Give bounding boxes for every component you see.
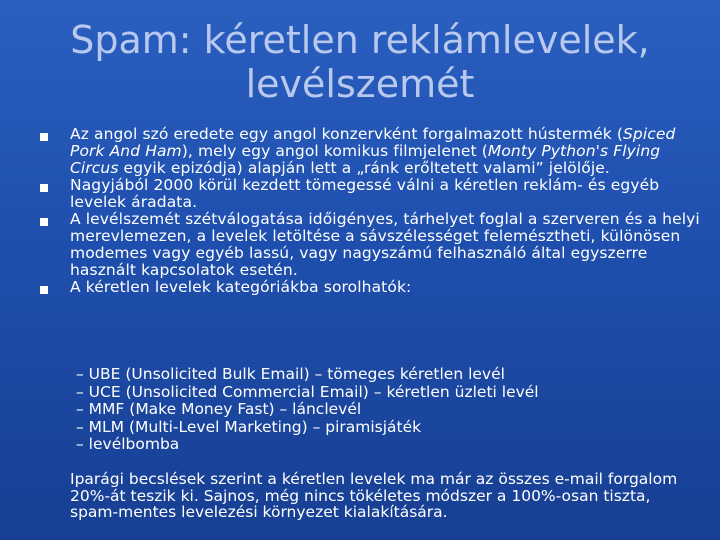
category-item: – levélbomba [76,435,180,453]
closing-paragraph: Iparági becslések szerint a kéretlen levelek ma már az összes e-mail forgalom 20%-át teszik ki. Sajnos, még nincs tökéletes módszer a 100%-osan tiszta, spam-mentes levelezési környezet kialakítására. [70,470,678,521]
category-item: – UBE (Unsolicited Bulk Email) – tömeges kéretlen levél [76,365,505,383]
bullet-item [40,126,700,177]
bullet-text: Nagyjából 2000 körül kezdett tömegessé válni a kéretlen reklám- és egyéb levelek áradata. [70,176,660,211]
square-bullet-icon [40,133,48,141]
bullet-item [40,279,700,296]
square-bullet-icon [40,218,48,226]
square-bullet-icon [40,286,48,294]
bullet-text: Az angol szó eredete egy angol konzervként forgalmazott hústermék (Spiced Pork And Ham), mely egy angol komikus filmjelenet (Monty Python's Flying Circus egyik epizódja) alapján lett a „ránk erőltetett valami” jelölője. [70,125,676,177]
bullet-text: A levélszemét szétválogatása időigényes, tárhelyet foglal a szerveren és a helyi merevlemezen, a levelek letöltése a sávszélességet felemésztheti, különösen modemes vagy egyéb lassú, vagy nagyszámú felhasználó által egyszerre használt kapcsolatok esetén. [70,210,700,279]
category-list [76,366,696,454]
bullet-item [40,211,700,279]
square-bullet-icon [40,184,48,192]
category-item: – MMF (Make Money Fast) – lánclevél [76,400,362,418]
category-item: – MLM (Multi-Level Marketing) – piramisjáték [76,417,422,436]
slide-title: Spam: kéretlen reklámlevelek, levélszemét [70,18,650,106]
bullet-text: A kéretlen levelek kategóriákba sorolhatók: [70,278,412,296]
category-item: – UCE (Unsolicited Commercial Email) – kéretlen üzleti levél [76,382,539,401]
bullet-item [40,177,700,211]
bullet-list [40,126,700,296]
